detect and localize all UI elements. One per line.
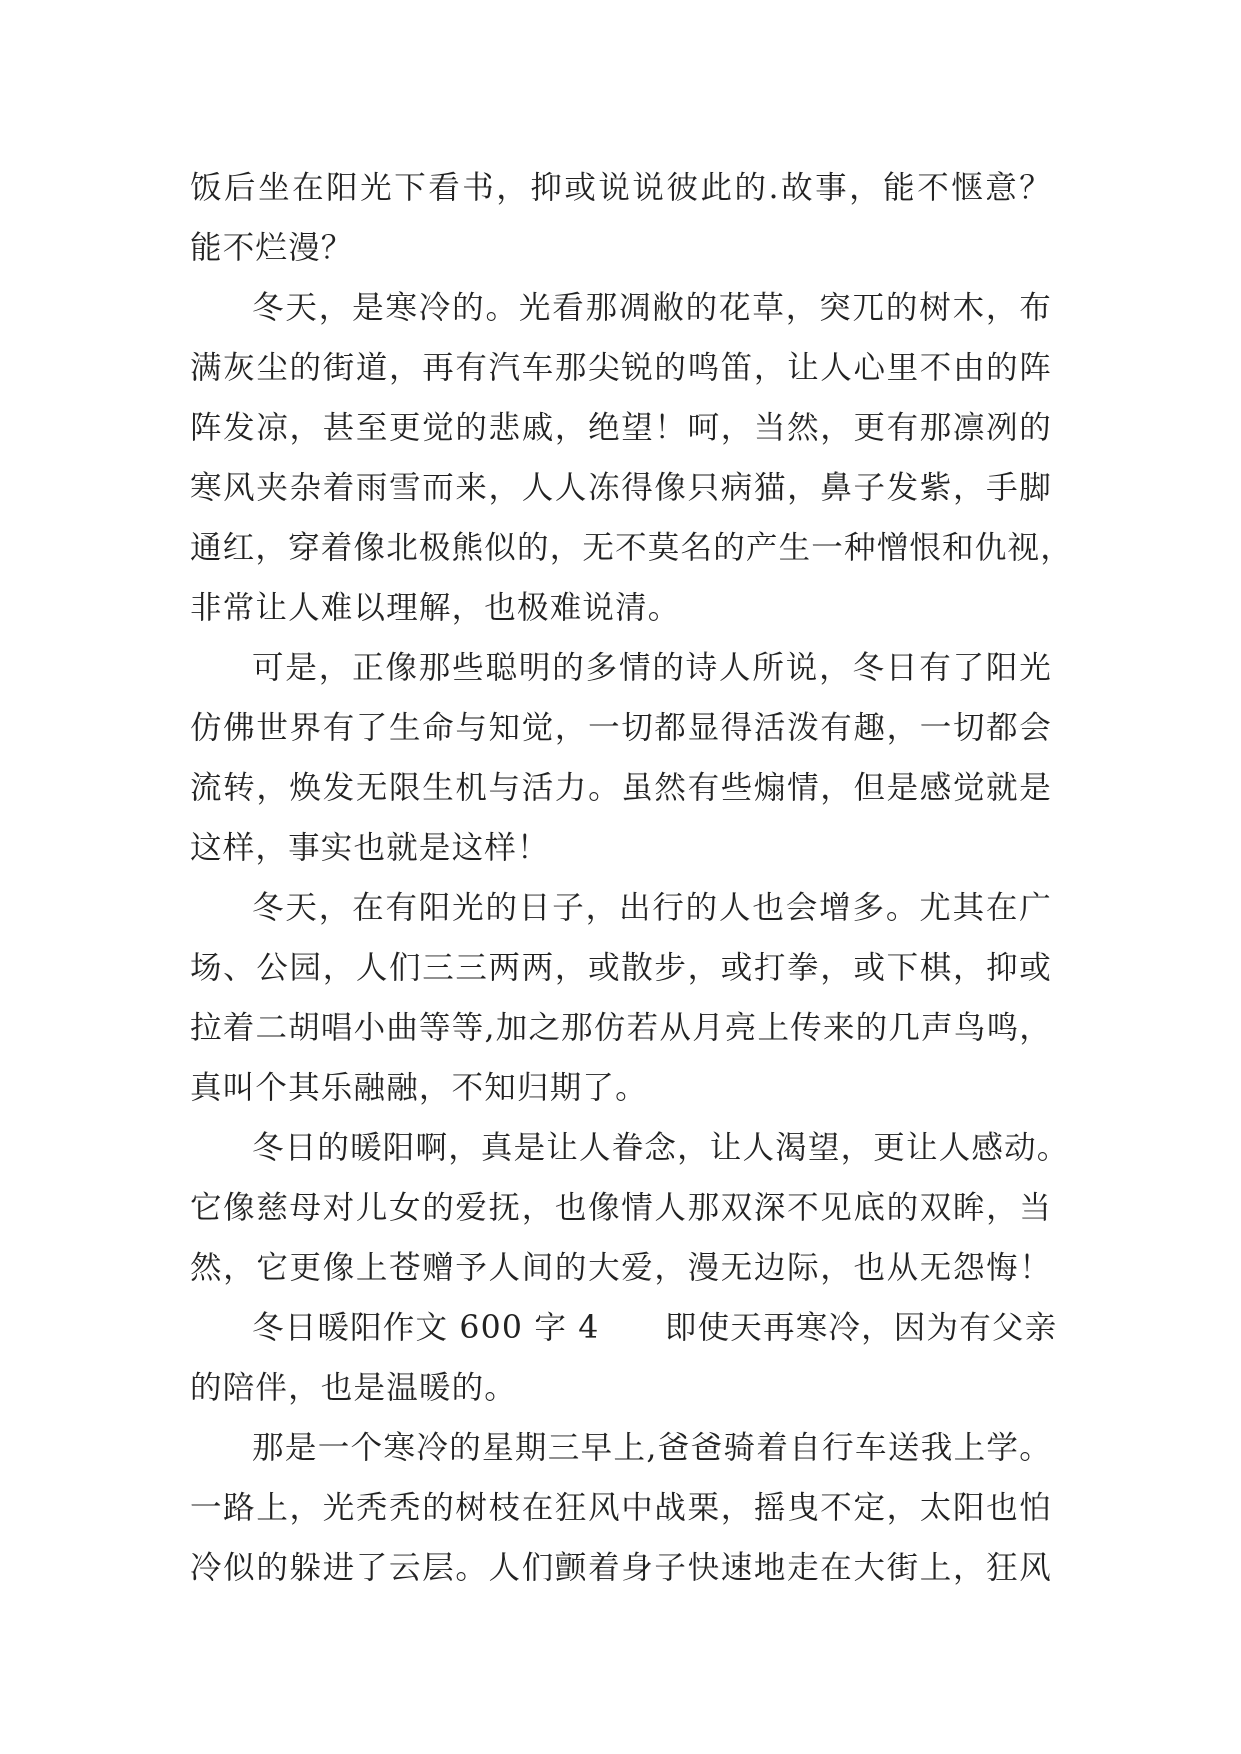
text-line: 一路上，光秃秃的树枝在狂风中战栗，摇曳不定，太阳也怕	[190, 1490, 1052, 1526]
text-line: 满灰尘的街道，再有汽车那尖锐的鸣笛，让人心里不由的阵	[190, 350, 1052, 386]
text-line: 那是一个寒冷的星期三早上,爸爸骑着自行车送我上学。	[252, 1430, 1052, 1466]
text-line: 它像慈母对儿女的爱抚，也像情人那双深不见底的双眸，当	[190, 1190, 1052, 1226]
text-line: 饭后坐在阳光下看书，抑或说说彼此的.故事，能不惬意？	[190, 170, 1052, 206]
text-line: 能不烂漫？	[190, 230, 354, 266]
text-line: 冬日的暖阳啊，真是让人眷念，让人渴望，更让人感动。	[252, 1130, 1070, 1166]
text-line: 这样，事实也就是这样！	[190, 830, 550, 866]
text-line: 场、公园，人们三三两两，或散步，或打拳，或下棋，抑或	[190, 950, 1052, 986]
text-line: 冷似的躲进了云层。人们颤着身子快速地走在大街上，狂风	[190, 1550, 1052, 1586]
text-line: 冬日暖阳作文 600 字 4 即使天再寒冷，因为有父亲	[252, 1310, 1058, 1346]
text-line: 的陪伴，也是温暖的。	[190, 1370, 518, 1406]
text-line: 通红，穿着像北极熊似的，无不莫名的产生一种憎恨和仇视，	[190, 530, 1073, 566]
text-line: 拉着二胡唱小曲等等,加之那仿若从月亮上传来的几声鸟鸣，	[190, 1010, 1052, 1046]
text-line: 流转，焕发无限生机与活力。虽然有些煽情，但是感觉就是	[190, 770, 1052, 806]
text-line: 阵发凉，甚至更觉的悲戚，绝望！呵，当然，更有那凛冽的	[190, 410, 1052, 446]
text-line: 非常让人难以理解，也极难说清。	[190, 590, 681, 626]
text-line: 可是，正像那些聪明的多情的诗人所说，冬日有了阳光	[252, 650, 1052, 686]
text-line: 冬天，在有阳光的日子，出行的人也会增多。尤其在广	[252, 890, 1052, 926]
document-body-text	[190, 158, 1073, 1598]
text-line: 然，它更像上苍赠予人间的大爱，漫无边际，也从无怨悔！	[190, 1250, 1052, 1286]
text-line: 真叫个其乐融融，不知归期了。	[190, 1070, 648, 1106]
text-line: 仿佛世界有了生命与知觉，一切都显得活泼有趣，一切都会	[190, 710, 1052, 746]
text-line: 寒风夹杂着雨雪而来，人人冻得像只病猫，鼻子发紫，手脚	[190, 470, 1052, 506]
text-line: 冬天，是寒冷的。光看那凋敝的花草，突兀的树木，布	[252, 290, 1052, 326]
